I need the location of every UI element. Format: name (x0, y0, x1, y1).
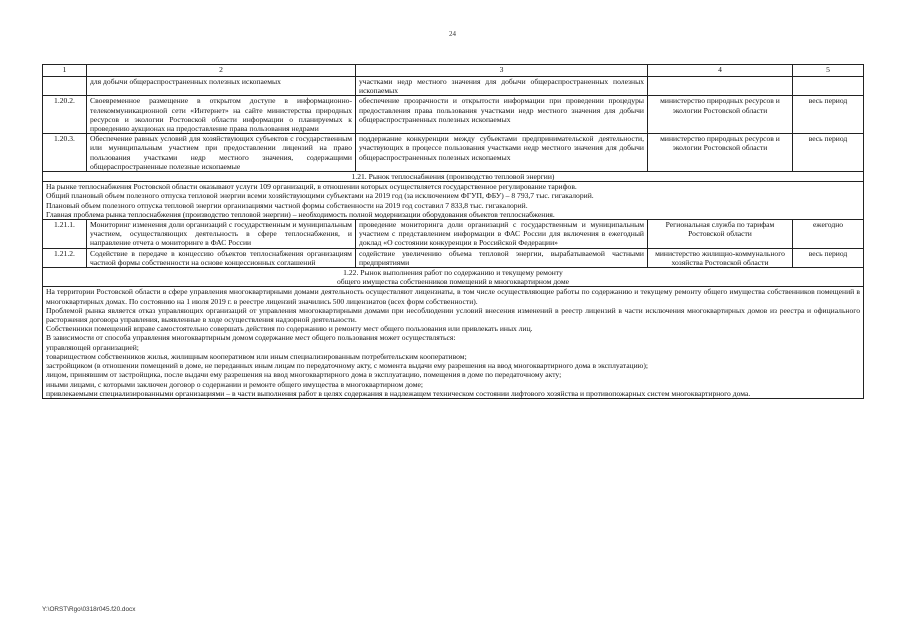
section-paragraph: Главная проблема рынка теплоснабжения (производство тепловой энергии) – необходимость полной модернизации оборудования объектов теплоснабжения. (46, 209, 555, 219)
period-text: весь период (793, 134, 864, 172)
section-description-row-1-22 (43, 287, 864, 398)
section-paragraph: застройщиком (в отношении помещений в доме, не переданных иным лицам по передаточному акту, с момента выдачи ему разрешения на ввод многоквартирного дома в эксплуатацию); (46, 361, 648, 371)
row-number: 1.20.2. (43, 96, 87, 134)
responsible-text: министерство природных ресурсов и экологии Ростовской области (648, 96, 793, 134)
section-paragraph: товариществом собственников жилья, жилищным кооперативом или иным специализированным потребительским кооперативом; (46, 351, 467, 361)
table-row-1-21-2 (43, 248, 864, 267)
section-paragraph: На рынке теплоснабжения Ростовской области оказывают услуги 109 организаций, в отношении которых осуществляется государственное регулирование тарифов. (46, 182, 577, 192)
section-paragraph: лицом, принявшим от застройщика, после выдачи ему разрешения на ввод многоквартирного дома в эксплуатацию, помещения в доме по передаточному акту; (46, 370, 562, 380)
header-col-1: 1 (43, 65, 87, 77)
section-title: 1.21. Рынок теплоснабжения (производство тепловой энергии) (43, 172, 864, 182)
section-paragraph: иными лицами, с которыми заключен договор о содержании и ремонте общего имущества в многоквартирном доме; (46, 379, 423, 389)
result-text: поддержание конкуренции между субъектами предпринимательской деятельности, участвующих в процессе пользования участками недр местного значения для добычи общераспространенных полезных ископаемых (356, 134, 648, 172)
responsible-text: министерство природных ресурсов и экологии Ростовской области (648, 134, 793, 172)
page-number: 24 (449, 30, 456, 38)
section-description-row-1-21 (43, 182, 864, 220)
section-paragraph: привлекаемыми специализированными организациями – в части выполнения работ в целях содержания в надлежащем техническом состоянии лифтового хозяйства и противопожарных систем многоквартирного дома. (46, 388, 751, 398)
table-row-continued (43, 77, 864, 96)
measure-text: Своевременное размещение в открытом доступе в информационно-телекоммуникационной сети «Интернет» на сайте министерства природных ресурсов и экологии Ростовской области информации о планируемых к проведению аукционах на предоставление права пользования недрами (87, 96, 356, 134)
section-paragraph: На территории Ростовской области в сфере управления многоквартирными домами деятельность осуществляют лицензиаты, в том числе осуществляющие работы по содержанию и текущему ремонту общего имущества собственников помещений в многоквартирных домах. По состоянию на 1 июля 2019 г. в реестре лицензий значились 500 лицензиатов (всех форм собственности). (46, 287, 860, 306)
section-paragraph: управляющей организацией; (46, 342, 139, 352)
header-col-4: 4 (648, 65, 793, 77)
responsible-text (648, 77, 793, 96)
section-paragraph: В зависимости от способа управления многоквартирным домом содержание мест общего пользования может осуществляться: (46, 333, 456, 343)
responsible-text: министерство жилищно-коммунального хозяйства Ростовской области (648, 248, 793, 267)
row-number: 1.21.2. (43, 248, 87, 267)
table-row-1-20-2 (43, 96, 864, 134)
section-title (43, 268, 864, 287)
result-text: проведение мониторинга доли организаций с государственным и муниципальным участием с представлением информации в ФАС России для включения в ежегодный доклад «О состоянии конкуренции в Российской Федерации» (356, 220, 648, 249)
section-paragraph: Проблемой рынка является отказ управляющих организаций от управления многоквартирными домами при несоблюдении условий внесения изменений в реестр лицензий в части исключения многоквартирных домов из реестра и официального расторжения договора управления, выявленные в ходе осуществления надзорной деятельности. (46, 305, 860, 325)
section-description (43, 287, 864, 398)
measure-text: Обеспечение равных условий для хозяйствующих субъектов с государственным или муниципальным участием при предоставлении лицензий на право пользования участками недр местного значения, содержащими общераспространенные полезные ископаемые (87, 134, 356, 172)
result-text: участками недр местного значения для добычи общераспространенных полезных ископаемых (356, 77, 648, 96)
section-title-row-1-21 (43, 172, 864, 182)
measure-text: Мониторинг изменения доли организаций с государственным и муниципальным участием, осуществляющих деятельность в сфере теплоснабжения, и направление отчета о мониторинге в ФАС России (87, 220, 356, 249)
section-paragraph: Общий плановый объем полезного отпуска тепловой энергии всеми хозяйствующими субъектами на 2019 год (за исключением ФГУП, ФБУ) – 8 793,7 тыс. гигакалорий. (46, 191, 594, 201)
header-col-3: 3 (356, 65, 648, 77)
responsible-text: Региональная служба по тарифам Ростовской области (648, 220, 793, 249)
row-number (43, 77, 87, 96)
header-col-2: 2 (87, 65, 356, 77)
section-paragraph: Плановый объем полезного отпуска тепловой энергии организациями частной формы собственности на 2019 год составил 7 833,8 тыс. гигакалорий. (46, 200, 528, 210)
period-text: весь период (793, 96, 864, 134)
result-text: обеспечение прозрачности и открытости информации при проведении процедуры предоставления права пользования участками недр местного значения для добычи общераспространенных полезных ископаемых (356, 96, 648, 134)
period-text (793, 77, 864, 96)
row-number: 1.20.3. (43, 134, 87, 172)
competition-plan-table (42, 64, 864, 399)
period-text: весь период (793, 248, 864, 267)
table-header-row (43, 65, 864, 77)
row-number: 1.21.1. (43, 220, 87, 249)
measure-text: Содействие в передаче в концессию объектов теплоснабжения организациям частной формы собственности на основе концессионных соглашений (87, 248, 356, 267)
section-title-line: 1.22. Рынок выполнения работ по содержанию и текущему ремонту (343, 268, 563, 278)
period-text: ежегодно (793, 220, 864, 249)
section-title-row-1-22 (43, 268, 864, 287)
section-description (43, 182, 864, 220)
table-row-1-20-3 (43, 134, 864, 172)
file-path-footer: Y:\ORST\Rgo\0318r045.f20.docx (42, 606, 136, 613)
section-paragraph: Собственники помещений вправе самостоятельно совершать действия по содержанию и ремонту мест общего пользования или привлекать иных лиц. (46, 324, 533, 334)
result-text: содействие увеличению объема тепловой энергии, вырабатываемой частными предприятиями (356, 248, 648, 267)
section-title-line: общего имущества собственников помещений в многоквартирном доме (336, 277, 570, 287)
measure-text: для добычи общераспространенных полезных ископаемых (87, 77, 356, 96)
table-row-1-21-1 (43, 220, 864, 249)
header-col-5: 5 (793, 65, 864, 77)
